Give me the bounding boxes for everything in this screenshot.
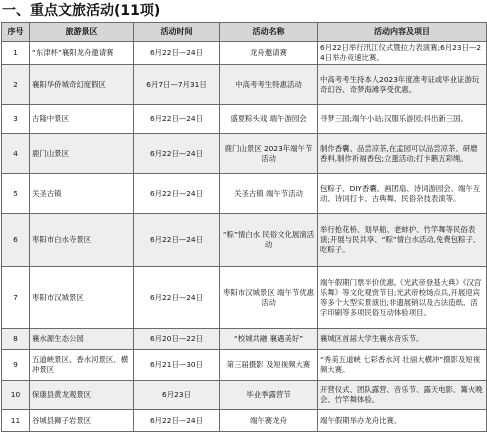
cell-no: 6 [2,214,30,267]
cell-content: 包粽子、DIY香囊、画团扇、诗词游园会、端午互动、诗词打卡、古典舞、民俗杂技表演等。 [318,174,487,214]
cell-activity-name: 盛夏粽头戏 端午游园会 [220,105,318,134]
cell-activity-name: 端午赛龙舟 [220,410,318,432]
cell-no: 9 [2,350,30,381]
cell-content: 开营仪式、团队露营、音乐节、露天电影、篝火晚会、竹竿舞体验。 [318,381,487,410]
header-scenic: 旅游景区 [30,23,134,42]
cell-activity-name: 中高考考生特惠活动 [220,65,318,105]
cell-time: 6月22日—24日 [134,410,220,432]
cell-activity-name: “校城共融 襄遇美好” [220,329,318,350]
cell-no: 3 [2,105,30,134]
cell-content: 举行抢花桥、划旱船、老蚌护、竹竿舞等民俗表演;开展与民共享、“粽”情白水活动,免费包粽子、吃粽子。 [318,214,487,267]
table-row [2,329,487,350]
cell-no: 1 [2,42,30,65]
cell-content: 端午假期举办龙舟比赛。 [318,410,487,432]
header-content: 活动内容及项目 [318,23,487,42]
cell-activity-name: 关圣古镇 端午节活动 [220,174,318,214]
table-row [2,214,487,267]
cell-content: 端午假期门票半价优惠,《光武帝登基大典》《汉宫乐舞》等文化观赏节目;光武帝校场点兵,开展迎宾等多个大型实景演出;非遗展销以及古法造纸、活字印刷等多项民俗互动体验项目。 [318,267,487,329]
cell-time: 6月22日—24日 [134,105,220,134]
table-row [2,350,487,381]
cell-activity-name: 毕业季露营节 [220,381,318,410]
table-row [2,174,487,214]
activities-table [1,22,487,432]
cell-no: 11 [2,410,30,432]
cell-scenic: 关圣古镇 [30,174,134,214]
cell-content: 中高考考生持本人2023年度准考证或毕业证游玩奇幻谷、奇梦海滩享受优惠。 [318,65,487,105]
table-row [2,65,487,105]
cell-no: 4 [2,134,30,174]
cell-activity-name: “粽”情白水 民俗文化展演活动 [220,214,318,267]
cell-content: 襄城区首届大学生襄水音乐节。 [318,329,487,350]
cell-time: 6月22日—24日 [134,42,220,65]
cell-no: 8 [2,329,30,350]
table-row [2,381,487,410]
cell-content: 寻梦三国;端午小站;汉服乐游园;抖出新三国。 [318,105,487,134]
table-header-row [2,23,487,42]
header-time: 活动时间 [134,23,220,42]
cell-scenic: 古隆中景区 [30,105,134,134]
cell-scenic: 谷城县狮子岩景区 [30,410,134,432]
cell-activity-name: 龙舟邀请赛 [220,42,318,65]
cell-no: 2 [2,65,30,105]
cell-scenic: 枣阳市汉城景区 [30,267,134,329]
cell-time: 6月21日—30日 [134,350,220,381]
table-row [2,105,487,134]
cell-scenic: “东津杯”襄阳龙舟邀请赛 [30,42,134,65]
cell-time: 6月20日—22日 [134,329,220,350]
cell-activity-name: 鹿门山景区 2023年端午节活动 [220,134,318,174]
cell-content: “秀美五道峡 七彩香水河 壮丽大横冲”摄影及短视频大赛。 [318,350,487,381]
cell-time: 6月22日—24日 [134,174,220,214]
cell-scenic: 五道峡景区、香水河景区、横冲景区 [30,350,134,381]
cell-activity-name: 枣阳市汉城景区 端午节优惠活动 [220,267,318,329]
cell-time: 6月22日—24日 [134,214,220,267]
cell-content: 6月22日举行汛江仪式暨拉力表演赛;6月23日—24日举办竞速比赛。 [318,42,487,65]
cell-no: 10 [2,381,30,410]
cell-content: 制作香囊、品尝凉茶,在孟园可以品尝凉茶、研磨香料,制作祈福香包;立蛋活动;打卡鹅五彩绳。 [318,134,487,174]
table-body [2,42,487,432]
cell-time: 6月23日 [134,381,220,410]
cell-scenic: 襄阳华侨城奇幻度假区 [30,65,134,105]
cell-scenic: 鹿门山景区 [30,134,134,174]
cell-time: 6月7日—7月31日 [134,65,220,105]
header-name: 活动名称 [220,23,318,42]
cell-scenic: 枣阳市白水寺景区 [30,214,134,267]
table-row [2,267,487,329]
cell-scenic: 保康县黄龙观景区 [30,381,134,410]
cell-activity-name: 第三届摄影 及短视频大赛 [220,350,318,381]
cell-no: 5 [2,174,30,214]
table-row [2,410,487,432]
cell-scenic: 襄水源生态公园 [30,329,134,350]
section-title: 一、重点文旅活动(11项) [2,3,161,19]
header-no: 序号 [2,23,30,42]
table-row [2,134,487,174]
cell-time: 6月22日—24日 [134,267,220,329]
cell-no: 7 [2,267,30,329]
cell-time: 6月22日—24日 [134,134,220,174]
table-row [2,42,487,65]
